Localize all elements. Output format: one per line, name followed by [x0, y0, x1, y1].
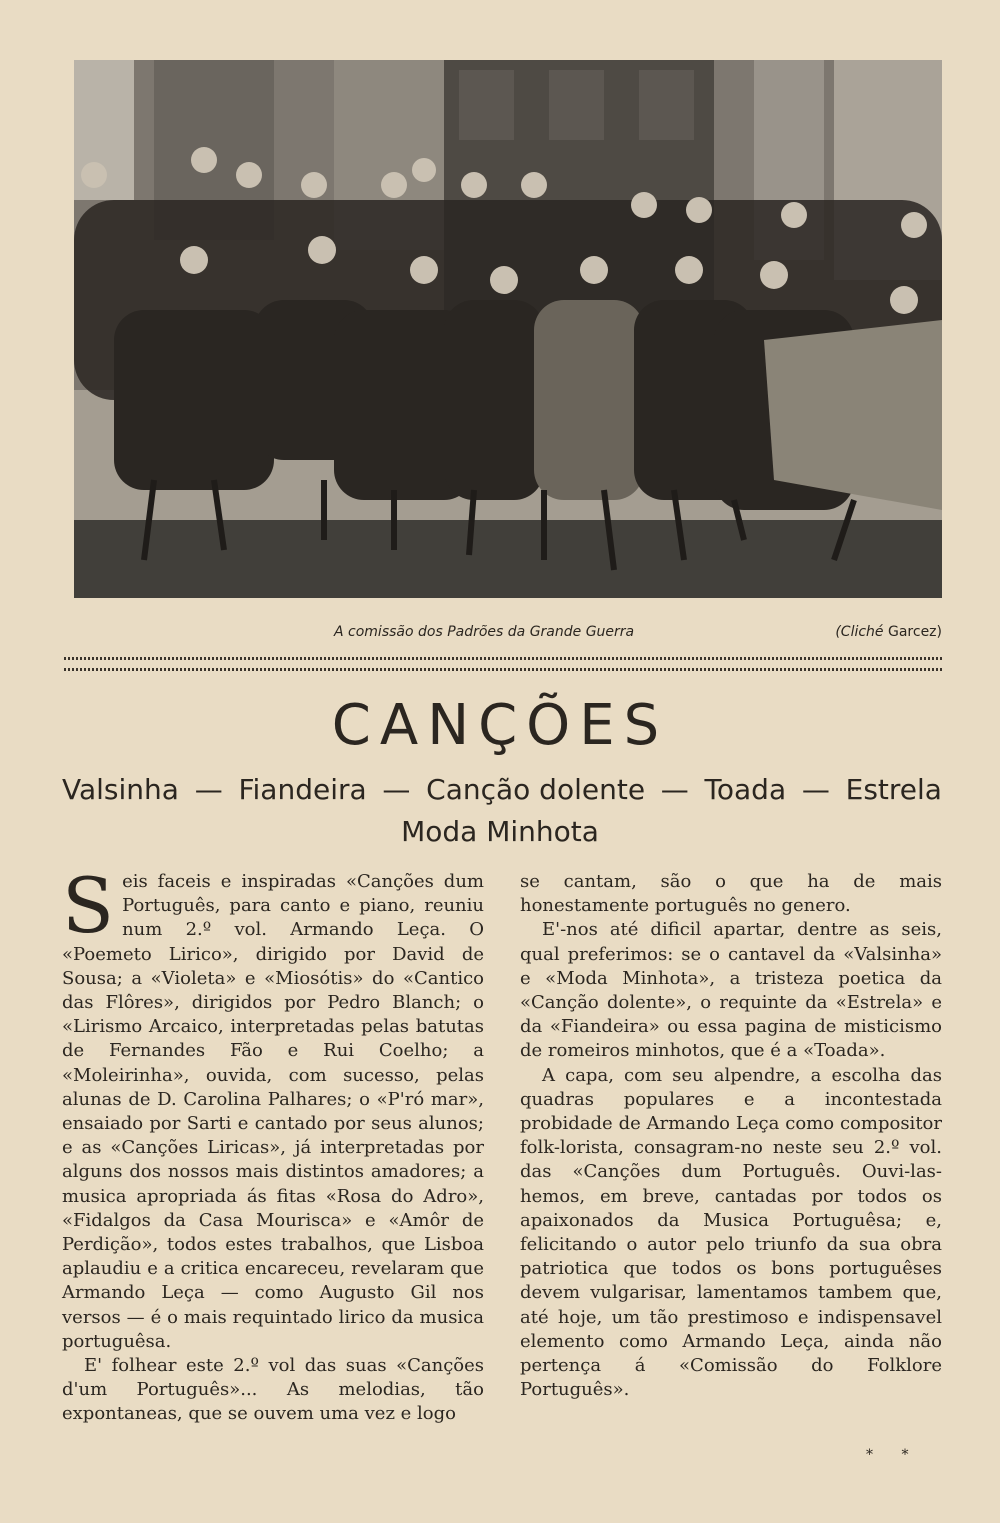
subtitle-item: Fiandeira: [238, 773, 367, 806]
dotted-rule-top: [64, 657, 944, 660]
photo-illustration: [74, 60, 942, 598]
subtitle-dash: —: [660, 773, 689, 806]
article-subtitle: [62, 770, 942, 810]
subtitle-item: Canção dolente: [426, 773, 646, 806]
article-subtitle-line2: Moda Minhota: [401, 815, 599, 848]
paragraph: [62, 861, 484, 1354]
article-column-right: [520, 870, 942, 1402]
paragraph: se cantam, são o que ha de mais honestamente português no genero.: [520, 871, 942, 917]
group-photograph: [74, 60, 942, 598]
subtitle-dash: —: [801, 773, 830, 806]
subtitle-dash: —: [194, 773, 223, 806]
paragraph: E'-nos até dificil apartar, dentre as seis, qual preferimos: se o cantavel da «Valsinha» e «Moda Minhota», a tristeza poetica da «Canção dolente», o requinte da «Estrela» e da «Fiandeira» ou essa pagina de misticismo de romeiros minhotos, que é a «Toada».: [520, 919, 942, 1062]
credit-prefix: (Cliché: [835, 624, 884, 640]
subtitle-dash: —: [382, 773, 411, 806]
caption-text: A comissão dos Padrões da Grande Guerra: [334, 624, 635, 640]
subtitle-item: Toada: [704, 773, 787, 806]
drop-cap: S: [62, 861, 115, 950]
paragraph: A capa, com seu alpendre, a escolha das quadras populares e a incontestada probidade de Armando Leça como compositor folk-lorista, consagram-no neste seu 2.º vol. das «Canções dum Português. Ouvi-las-hemos, em breve, cantadas por todos os apaixonados da Musica Portuguêsa; e, felicitando o autor pelo triunfo da sua obra patriotica que todos os bons portuguêses devem vulgarisar, lamentamos tambem que, até hoje, um tão prestimoso e indispensavel elemento como Armando Leça, ainda não pertença á «Comissão do Folklore Português».: [520, 1064, 942, 1401]
photo-caption: [74, 624, 942, 646]
dotted-rule-bottom: [64, 668, 944, 671]
paragraph-text: eis faceis e inspiradas «Canções dum Português, para canto e piano, reuniu num 2.º vol. Armando Leça. O «Poemeto Lirico», dirigido por David de Sousa; a «Violeta» e «Miosótis» do «Cantico das Flôres», dirigidos por Pedro Blanch; o «Lirismo Arcaico, interpretadas pelas batutas de Fernandes Fão e Rui Coelho; a «Moleirinha», ouvida, com sucesso, pelas alunas de D. Carolina Palhares; o «P'ró mar», ensaiado por Sarti e cantado por seus alunos; e as «Canções Liricas», já interpretadas por alguns dos nossos mais distintos amadores; a musica apropriada ás fitas «Rosa do Adro», «Fidalgos da Casa Mourisca» e «Amôr de Perdição», todos estes trabalhos, que Lisboa aplaudiu e a critica encareceu, revelaram que Armando Leça — como Augusto Gil nos versos — é o mais requintado lirico da musica portuguêsa.: [62, 871, 484, 1352]
subtitle-item: Estrela: [845, 773, 942, 806]
credit-name: Garcez): [888, 624, 942, 640]
paragraph: E' folhear este 2.º vol das suas «Canções d'um Português»... As melodias, tão expontaneas, que se ouvem uma vez e logo: [62, 1355, 484, 1425]
article-column-left: [62, 861, 484, 1427]
subtitle-item: Valsinha: [62, 773, 179, 806]
photo-credit: [835, 624, 942, 640]
article-title: CANÇÕES: [331, 693, 669, 758]
end-mark: * *: [866, 1447, 921, 1463]
